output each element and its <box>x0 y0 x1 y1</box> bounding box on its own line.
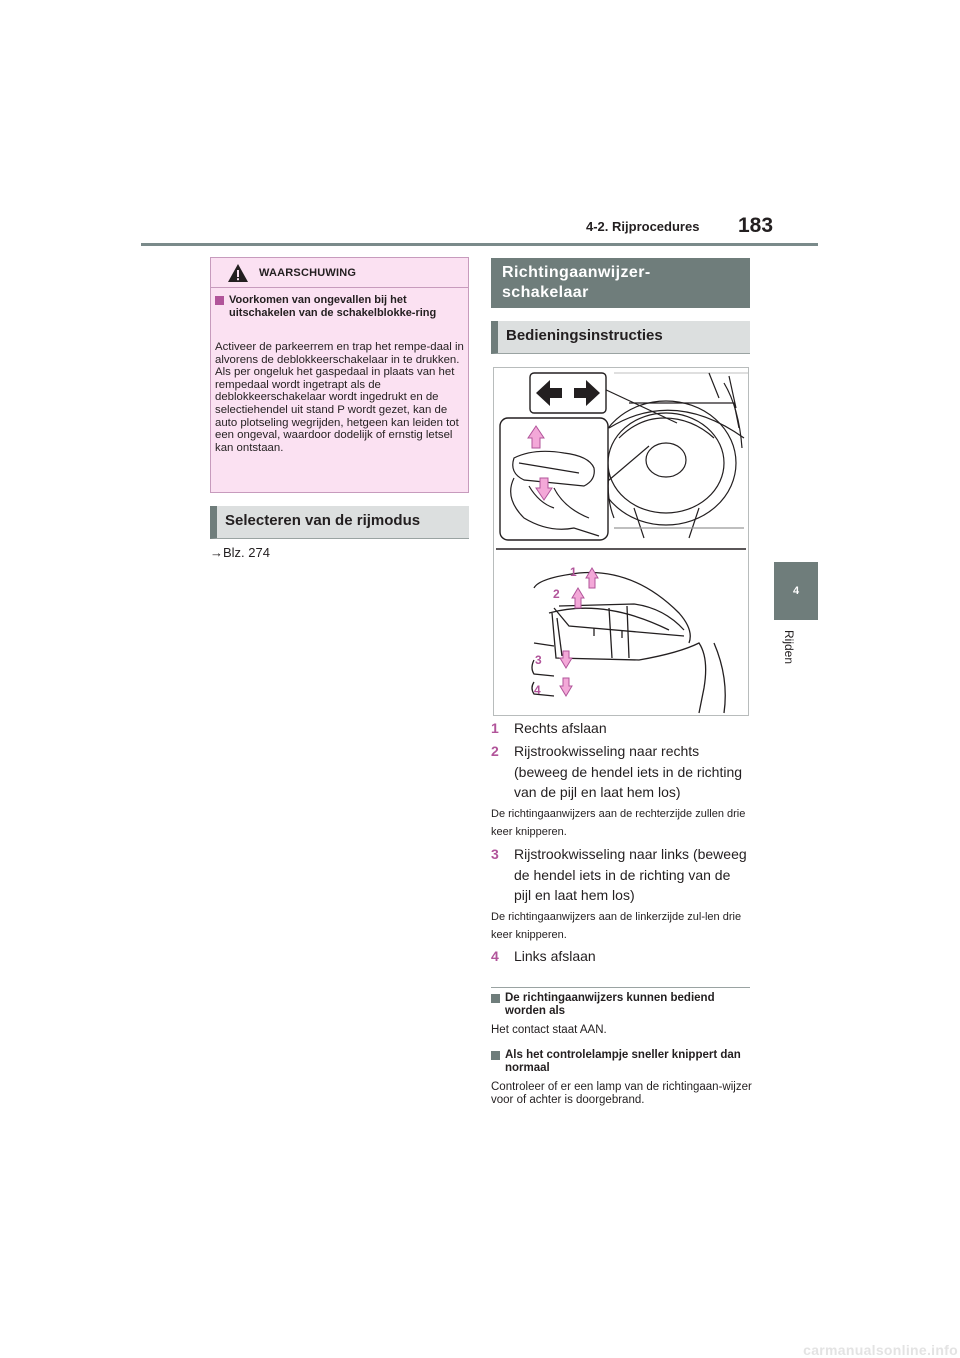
figure-label-1: 1 <box>570 565 577 579</box>
bullet-square-icon <box>491 1051 500 1060</box>
note-heading-text: De richtingaanwijzers kunnen bediend worden als <box>505 992 715 1017</box>
step-note: De richtingaanwijzers aan de linkerzijde zul-len drie keer knipperen. <box>491 911 742 941</box>
step-note: De richtingaanwijzers aan de rechterzijde zullen drie keer knipperen. <box>491 808 746 838</box>
chapter-tab <box>774 562 818 620</box>
figure-label-3: 3 <box>535 653 542 667</box>
warning-subtitle-text: Voorkomen van ongevallen bij het uitschakelen van de schakelblokke-ring <box>229 294 437 319</box>
bullet-square-icon <box>491 994 500 1003</box>
header-rule <box>141 243 818 246</box>
note-body: Controleer of er een lamp van de richtingaan-wijzer voor of achter is doorgebrand. <box>491 1081 752 1106</box>
step-text: Rijstrookwisseling naar links (beweeg de hendel iets in de richting van de pijl en laat hem los) <box>514 846 747 903</box>
chapter-number: 4 <box>792 585 800 597</box>
warning-header <box>211 258 468 288</box>
turn-signal-illustration <box>493 367 749 716</box>
step-text: Rijstrookwisseling naar rechts (beweeg de hendel iets in de richting van de pijl en laat hem los) <box>514 743 743 800</box>
note-body: Het contact staat AAN. <box>491 1024 607 1036</box>
bullet-square-icon <box>215 296 224 305</box>
turn-signal-diagram <box>494 368 749 716</box>
step-text: Rechts afslaan <box>514 720 607 736</box>
note-heading <box>491 1049 751 1074</box>
warning-title: WAARSCHUWING <box>259 267 357 279</box>
section-heading-rijmodus: Selecteren van de rijmodus <box>210 506 469 539</box>
step-item <box>491 946 751 967</box>
page-reference-link[interactable]: →Blz. 274 <box>210 545 270 560</box>
step-item <box>491 718 751 739</box>
warning-body: Activeer de parkeerrem en trap het rempe-daal in alvorens de deblokkeerschakelaar in te drukken. Als per ongeluk het gaspedaal in plaats van het rempedaal wordt ingetrapt als de deblokkeerschakelaar wordt ingedrukt en de selectiehendel uit stand P wordt gezet, kan de auto plotseling wegrijden, hetgeen kan leiden tot een ongeval, waardoor dodelijk of ernstig letsel kan ontstaan. <box>215 341 464 454</box>
warning-subtitle <box>215 294 463 319</box>
section-heading-bedieningsinstructies: Bedieningsinstructies <box>491 321 750 354</box>
warning-box <box>210 257 469 493</box>
chapter-label: Rijden <box>782 630 796 665</box>
figure-label-2: 2 <box>553 587 560 601</box>
section-title: 4-2. Rijprocedures <box>586 219 700 234</box>
watermark: carmanualsonline.info <box>803 1342 958 1358</box>
chapter-heading-text: Richtingaanwijzer- schakelaar <box>502 264 651 301</box>
step-item <box>491 844 751 906</box>
step-number: 3 <box>491 846 499 862</box>
note-heading-text: Als het controlelampje sneller knippert dan normaal <box>505 1049 741 1074</box>
warning-triangle-icon <box>227 263 249 283</box>
figure-label-4: 4 <box>534 683 541 697</box>
separator <box>491 987 750 988</box>
chapter-heading <box>491 258 750 308</box>
step-number: 1 <box>491 720 499 736</box>
page-number: 183 <box>738 214 774 237</box>
step-number: 4 <box>491 948 499 964</box>
step-text: Links afslaan <box>514 948 596 964</box>
step-item <box>491 741 751 803</box>
step-number: 2 <box>491 743 499 759</box>
note-heading <box>491 992 751 1017</box>
